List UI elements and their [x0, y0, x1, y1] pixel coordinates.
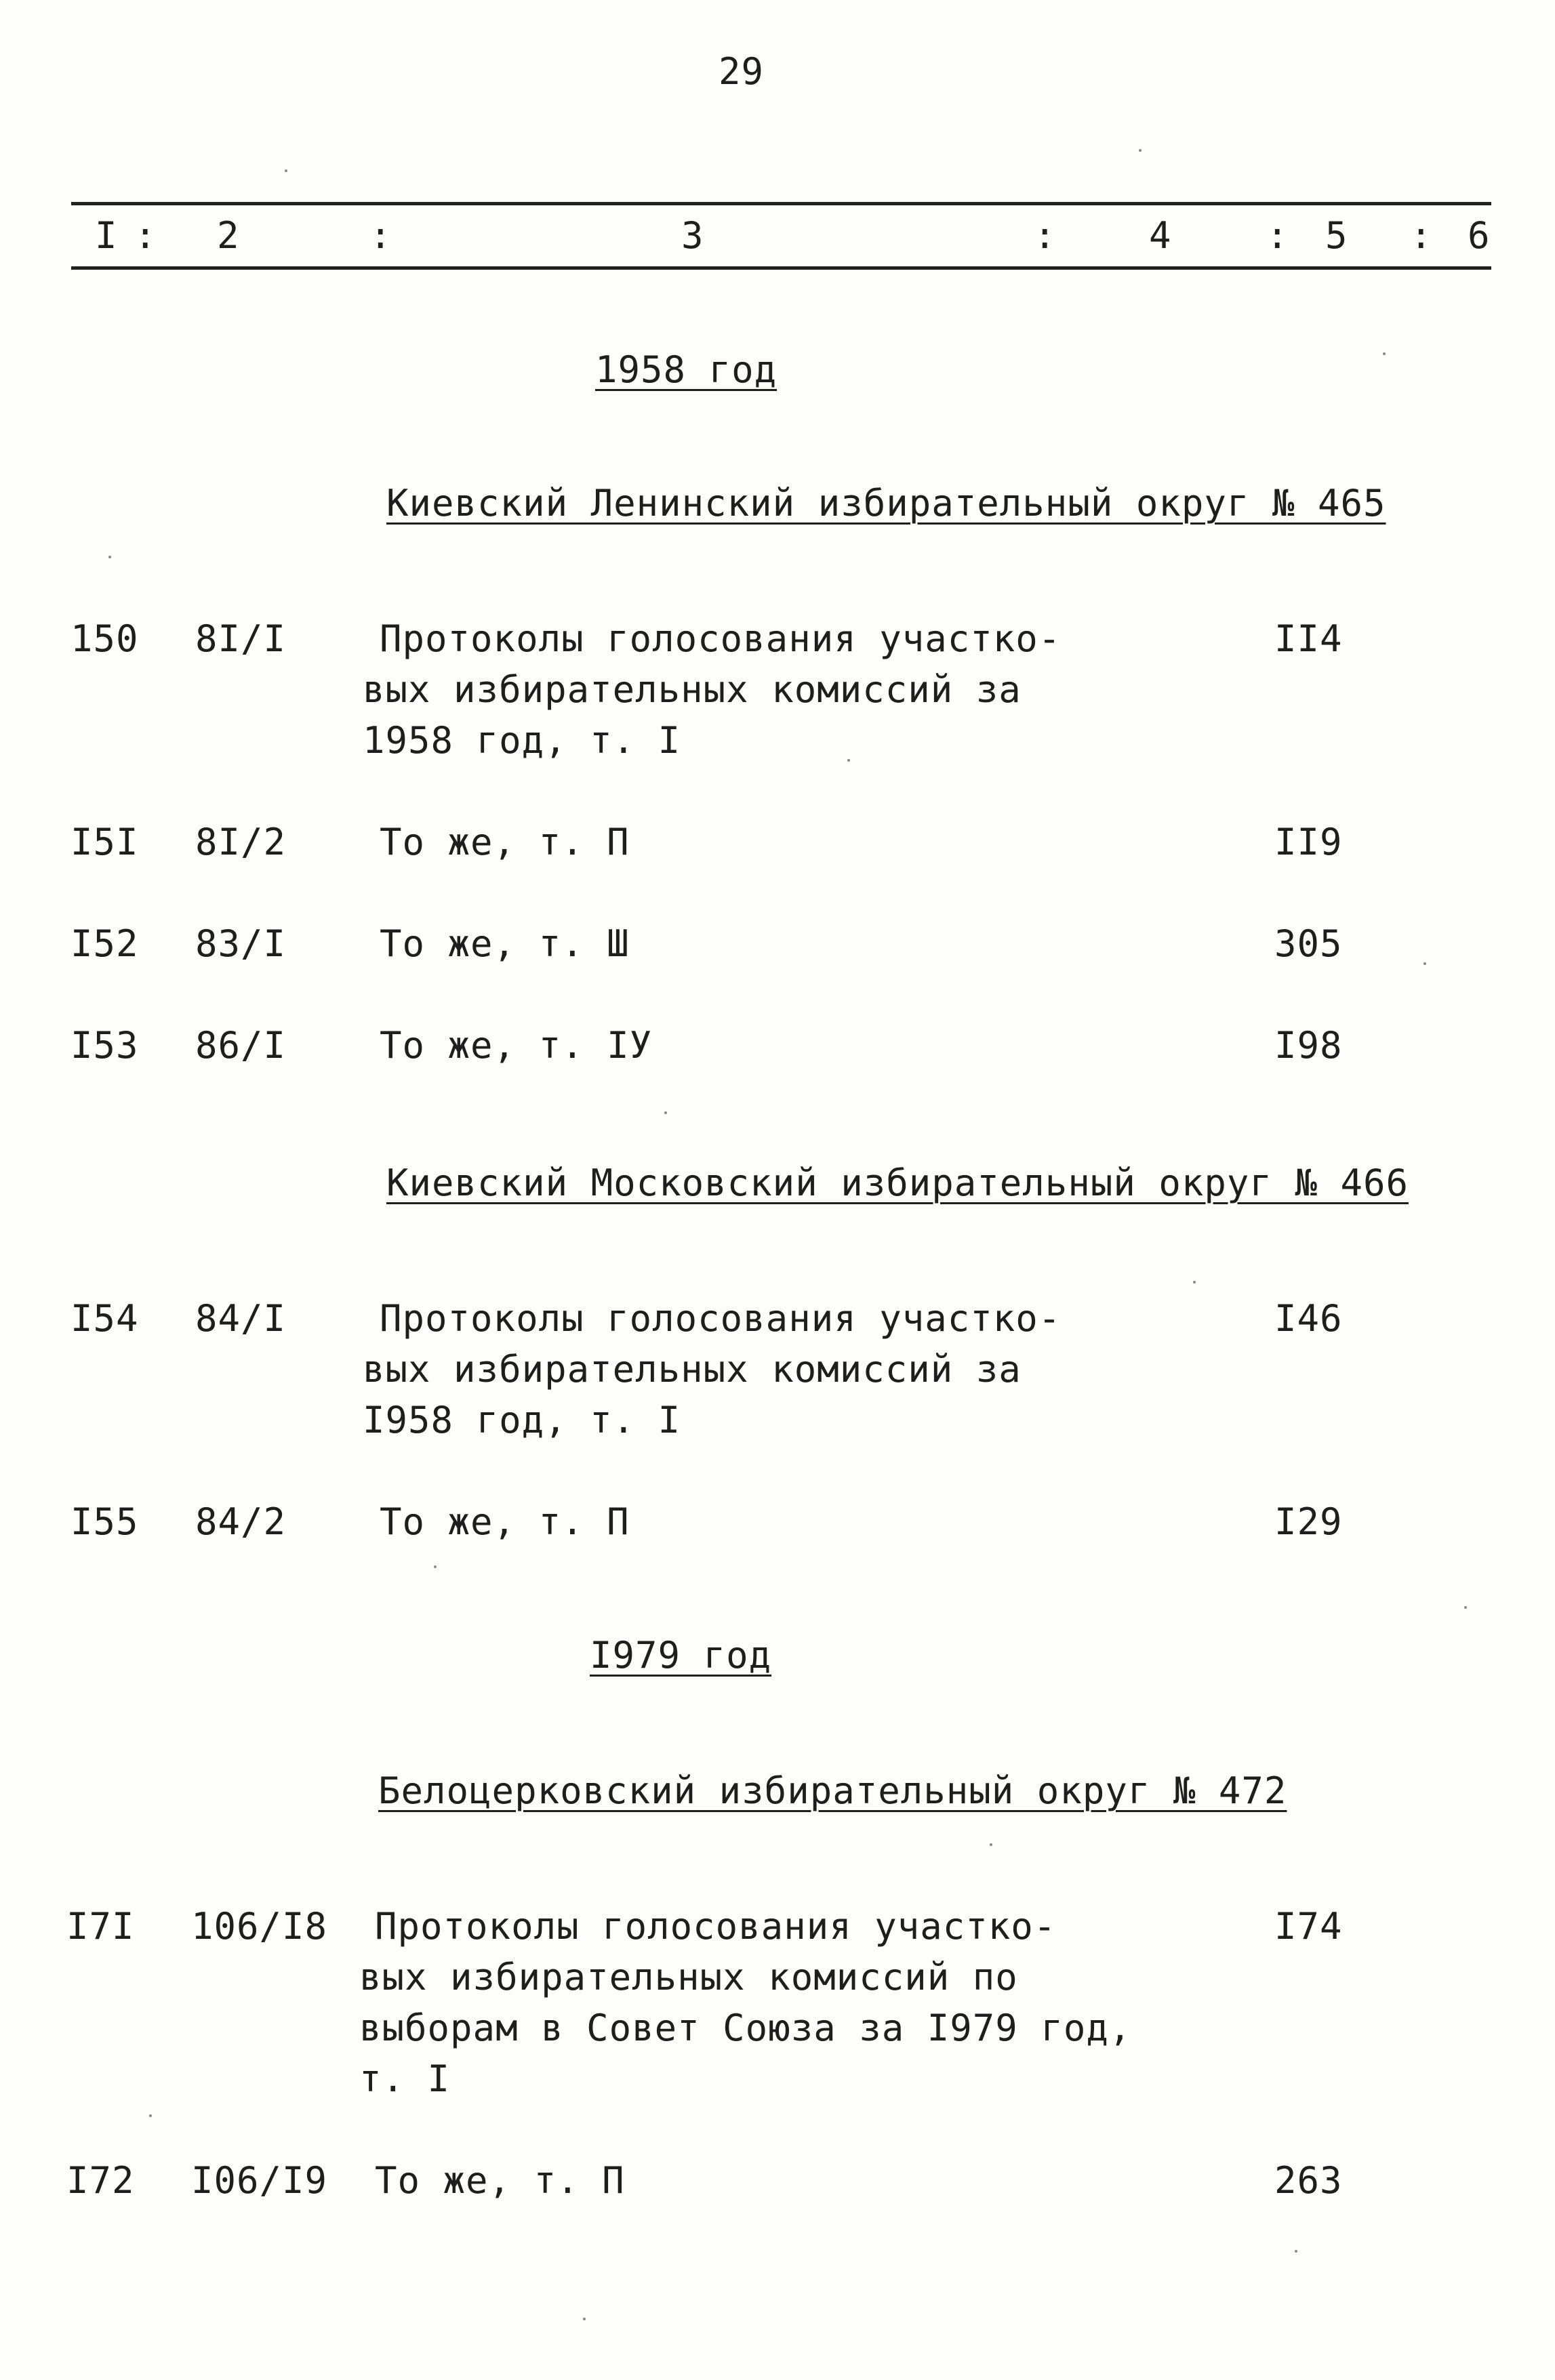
row-description-line: То же, т. П	[380, 821, 630, 863]
row-count: I46	[1274, 1297, 1343, 1340]
district-heading: Белоцерковский избирательный округ № 472	[378, 1769, 1287, 1812]
column-header-3: 3	[681, 214, 704, 257]
row-code: 84/I	[195, 1297, 287, 1340]
row-description-line: 1958 год, т. I	[363, 719, 681, 762]
scan-speck	[1423, 962, 1426, 965]
row-description-line: То же, т. П	[375, 2159, 625, 2202]
row-description-line: вых избирательных комиссий за	[363, 668, 1022, 711]
year-heading: I979 год	[590, 1634, 772, 1677]
scan-speck	[285, 169, 287, 172]
row-code: 8I/I	[195, 617, 287, 660]
row-description-line: То же, т. IУ	[380, 1024, 653, 1067]
scan-speck	[1464, 1606, 1467, 1609]
column-separator: :	[1266, 214, 1289, 257]
scan-speck	[149, 2114, 152, 2117]
column-separator: :	[134, 214, 157, 257]
row-number: 150	[70, 617, 139, 660]
column-separator: :	[369, 214, 392, 257]
row-code: 83/I	[195, 922, 287, 965]
row-code: 84/2	[195, 1500, 287, 1543]
scan-speck	[1383, 352, 1386, 355]
column-separator: :	[1410, 214, 1432, 257]
scan-speck	[664, 1111, 667, 1114]
scan-speck	[583, 2318, 586, 2320]
row-count: 305	[1274, 922, 1343, 965]
scan-speck	[847, 759, 850, 762]
row-description-line: вых избирательных комиссий по	[359, 1956, 1018, 1998]
header-bottom-rule	[71, 266, 1491, 270]
column-header-2: 2	[217, 214, 239, 257]
scan-speck	[1295, 2250, 1297, 2253]
row-description-line: Протоколы голосования участко-	[380, 617, 1062, 660]
row-count: I29	[1274, 1500, 1343, 1543]
row-description-line: То же, т. П	[380, 1500, 630, 1543]
page-number: 29	[719, 50, 765, 93]
year-heading: 1958 год	[595, 348, 778, 391]
row-description-line: Протоколы голосования участко-	[375, 1905, 1057, 1948]
row-code: 86/I	[195, 1024, 287, 1067]
column-header-6: 6	[1468, 214, 1490, 257]
column-header-1: I	[95, 214, 117, 257]
row-description-line: т. I	[359, 2057, 451, 2100]
row-number: I7I	[66, 1905, 135, 1948]
row-description-line: вых избирательных комиссий за	[363, 1348, 1022, 1391]
row-count: II4	[1274, 617, 1343, 660]
row-description-line: выборам в Совет Союза за I979 год,	[359, 2007, 1132, 2049]
scan-speck	[108, 556, 111, 558]
row-number: I72	[66, 2159, 135, 2202]
column-header-4: 4	[1149, 214, 1171, 257]
district-heading: Киевский Ленинский избирательный округ № 465	[386, 482, 1386, 525]
district-heading: Киевский Московский избирательный округ № 466	[386, 1162, 1409, 1204]
scan-speck	[1139, 149, 1142, 152]
row-count: I98	[1274, 1024, 1343, 1067]
scan-speck	[990, 1843, 992, 1846]
row-code: 106/I8	[191, 1905, 328, 1948]
row-description-line: Протоколы голосования участко-	[380, 1297, 1062, 1340]
column-separator: :	[1034, 214, 1056, 257]
row-code: 8I/2	[195, 821, 287, 863]
row-code: I06/I9	[191, 2159, 328, 2202]
column-header-5: 5	[1325, 214, 1348, 257]
row-count: 263	[1274, 2159, 1343, 2202]
scan-speck	[434, 1565, 437, 1568]
row-number: I5I	[70, 821, 139, 863]
row-number: I52	[70, 922, 139, 965]
row-number: I53	[70, 1024, 139, 1067]
row-count: II9	[1274, 821, 1343, 863]
row-number: I54	[70, 1297, 139, 1340]
row-count: I74	[1274, 1905, 1343, 1948]
row-number: I55	[70, 1500, 139, 1543]
row-description-line: То же, т. Ш	[380, 922, 630, 965]
scan-speck	[1193, 1281, 1196, 1284]
row-description-line: I958 год, т. I	[363, 1399, 681, 1441]
header-top-rule	[71, 202, 1491, 205]
